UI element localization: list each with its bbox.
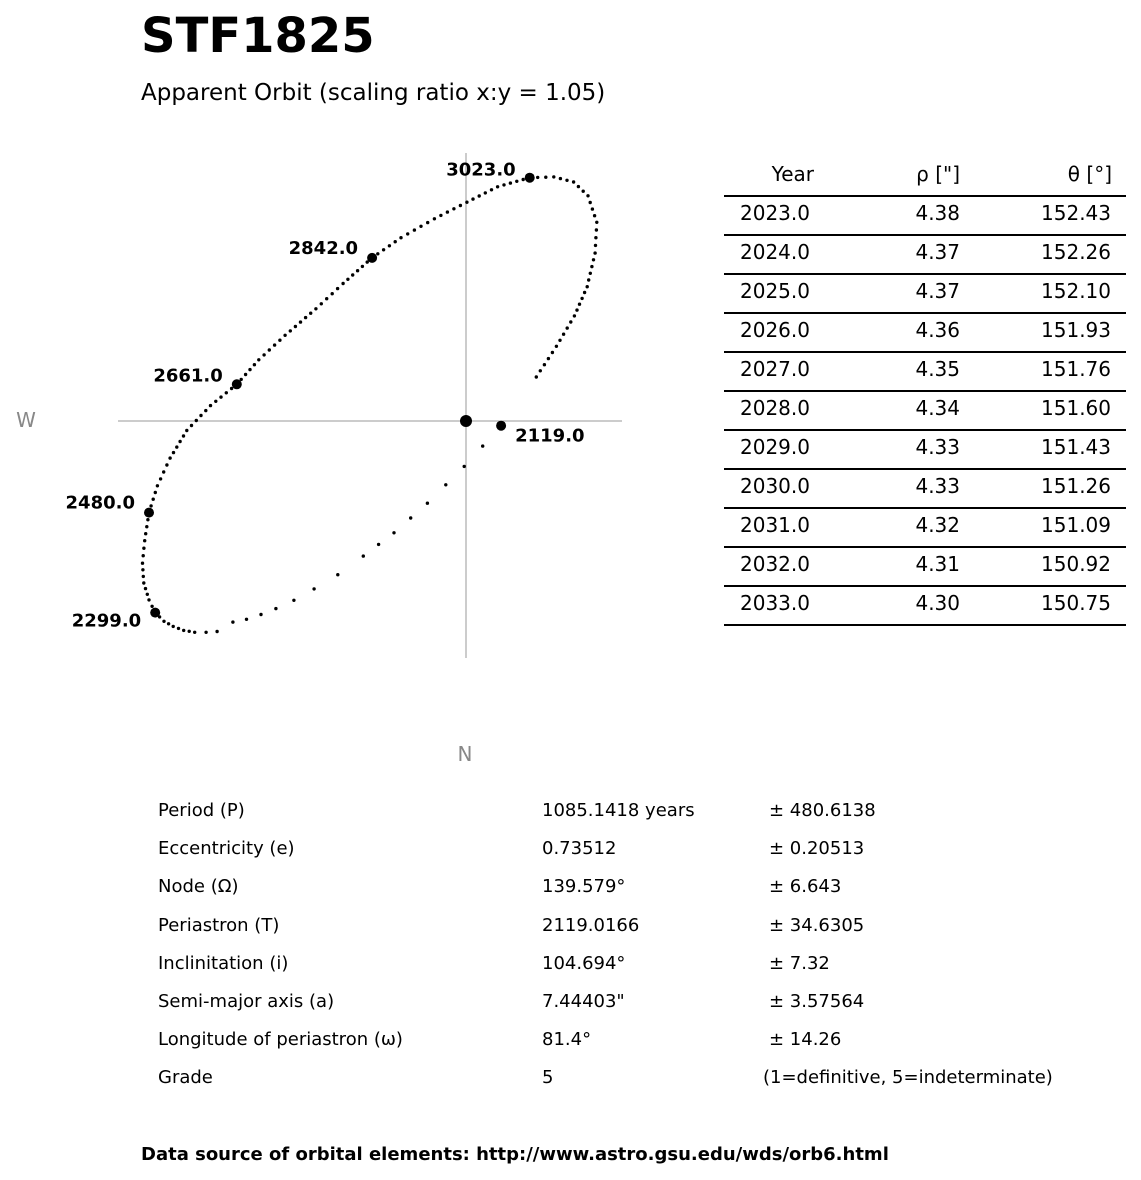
rho-cell: 4.33 [915, 474, 960, 498]
element-error: ± 0.20513 [769, 838, 865, 860]
orbit-point [573, 314, 576, 317]
orbit-point [376, 252, 379, 255]
orbit-point [273, 343, 276, 346]
orbit-point [143, 539, 146, 542]
epoch-markers [66, 160, 585, 632]
orbit-point [274, 607, 277, 610]
element-value: 5 [542, 1067, 554, 1089]
element-error: ± 14.26 [769, 1029, 842, 1051]
epoch-label: 2299.0 [71, 610, 142, 632]
orbit-point [593, 251, 596, 254]
orbit-point [312, 587, 315, 590]
orbit-point [336, 287, 339, 290]
orbit-point [336, 573, 339, 576]
element-name: Periastron (T) [158, 914, 280, 936]
orbital-elements [158, 800, 1138, 1106]
orbit-point [144, 587, 147, 590]
orbit-point [172, 625, 175, 628]
chart-subtitle: Apparent Orbit (scaling ratio x:y = 1.05) [141, 80, 606, 106]
orbit-point [219, 395, 222, 398]
orbit-point [484, 191, 487, 194]
element-name: Grade [158, 1067, 213, 1089]
primary-star [460, 415, 472, 427]
orbit-point [168, 456, 171, 459]
orbit-point [592, 258, 595, 261]
year-header: Year [771, 162, 814, 186]
orbit-point [245, 618, 248, 621]
year-cell: 2031.0 [740, 513, 810, 537]
orbit-point [149, 504, 152, 507]
epoch-marker [144, 508, 154, 518]
orbit-point [577, 185, 580, 188]
orbit-point [589, 272, 592, 275]
element-error: ± 480.6138 [769, 800, 876, 821]
orbit-point [167, 622, 170, 625]
table-row [724, 314, 1126, 353]
table-row [724, 275, 1126, 314]
orbit-point [413, 228, 416, 231]
orbit-point [150, 605, 153, 608]
rho-header: ρ ["] [916, 162, 960, 186]
element-name: Period (P) [158, 800, 245, 821]
orbit-chart [0, 140, 700, 780]
orbit-point [225, 391, 228, 394]
orbit-point [142, 575, 145, 578]
orbit-point [199, 414, 202, 417]
orbit-point [562, 333, 565, 336]
year-cell: 2027.0 [740, 357, 810, 381]
orbit-point [463, 465, 466, 468]
orbit-point [583, 291, 586, 294]
year-cell: 2024.0 [740, 240, 810, 264]
orbit-point [471, 197, 474, 200]
orbit-point [409, 516, 412, 519]
table-row [724, 197, 1126, 236]
orbit-point [278, 339, 281, 342]
table-row [724, 509, 1126, 548]
theta-header: θ [°] [1067, 162, 1112, 186]
orbit-point [146, 518, 149, 521]
orbit-point [481, 444, 484, 447]
orbit-point [304, 316, 307, 319]
theta-cell: 152.26 [1041, 240, 1111, 264]
orbit-point [539, 369, 542, 372]
orbit-point [156, 484, 159, 487]
element-value: 139.579° [542, 876, 626, 898]
orbit-point [547, 357, 550, 360]
data-source-note: Data source of orbital elements: http://www.astro.gsu.edu/wds/orb6.html [141, 1144, 889, 1165]
rho-cell: 4.35 [915, 357, 960, 381]
orbit-point [452, 207, 455, 210]
epoch-label: 2119.0 [515, 425, 585, 447]
orbit-point [190, 424, 193, 427]
orbit-point [551, 351, 554, 354]
orbit-point [544, 176, 547, 179]
orbit-point [154, 491, 157, 494]
element-row [158, 1029, 1138, 1067]
orbit-point [289, 329, 292, 332]
orbit-point [142, 581, 145, 584]
rho-cell: 4.33 [915, 435, 960, 459]
orbit-point [444, 483, 447, 486]
element-value: 1085.1418 years [542, 800, 695, 821]
orbit-point [172, 451, 175, 454]
orbit-point [582, 190, 585, 193]
orbit-point [446, 210, 449, 213]
orbit-point [595, 228, 598, 231]
element-value: 7.44403" [542, 990, 625, 1012]
table-row [724, 392, 1126, 431]
theta-cell: 151.60 [1041, 396, 1111, 420]
epoch-label: 2480.0 [65, 492, 135, 514]
table-row [724, 236, 1126, 275]
orbit-point [141, 568, 144, 571]
orbit-point [159, 477, 162, 480]
theta-cell: 152.43 [1041, 201, 1111, 225]
theta-cell: 151.76 [1041, 357, 1111, 381]
element-row [158, 915, 1138, 953]
orbit-point [439, 214, 442, 217]
orbit-point [361, 265, 364, 268]
element-error: ± 7.32 [769, 952, 830, 974]
orbit-point [543, 363, 546, 366]
orbit-point [144, 532, 147, 535]
orbit-point [175, 445, 178, 448]
orbit-point [580, 297, 583, 300]
element-row [158, 953, 1138, 991]
orbit-point [152, 498, 155, 501]
element-value: 81.4° [542, 1029, 592, 1051]
orbit-point [587, 278, 590, 281]
epoch-label: 2661.0 [153, 365, 223, 387]
year-cell: 2026.0 [740, 318, 810, 342]
orbit-point [214, 400, 217, 403]
orbit-point [182, 434, 185, 437]
element-value: 104.694° [542, 952, 626, 974]
orbit-point [351, 273, 354, 276]
year-cell: 2029.0 [740, 435, 810, 459]
epoch-marker [150, 608, 160, 618]
element-value: 2119.0166 [542, 914, 640, 936]
theta-cell: 151.43 [1041, 435, 1111, 459]
orbit-point [299, 320, 302, 323]
orbit-point [394, 240, 397, 243]
orbit-point [426, 221, 429, 224]
orbit-point [565, 179, 568, 182]
theta-cell: 151.93 [1041, 318, 1111, 342]
table-row [724, 548, 1126, 587]
orbit-point [193, 631, 196, 634]
rho-cell: 4.37 [915, 240, 960, 264]
year-cell: 2023.0 [740, 201, 810, 225]
year-cell: 2028.0 [740, 396, 810, 420]
orbit-point [309, 312, 312, 315]
table-row [724, 587, 1126, 626]
orbit-point [593, 214, 596, 217]
orbit-point [586, 194, 589, 197]
orbit-point [566, 326, 569, 329]
theta-cell: 150.75 [1041, 591, 1111, 615]
orbit-point [185, 429, 188, 432]
orbit-point [294, 325, 297, 328]
rho-cell: 4.32 [915, 513, 960, 537]
orbit-point [490, 188, 493, 191]
orbit-point [406, 232, 409, 235]
orbit-point [259, 613, 262, 616]
page-title: STF1825 [141, 8, 375, 64]
orbit-point [325, 297, 328, 300]
orbit-point [594, 236, 597, 239]
orbit-point [248, 368, 251, 371]
theta-cell: 152.10 [1041, 279, 1111, 303]
orbit-point [165, 463, 168, 466]
orbit-point [346, 278, 349, 281]
rho-cell: 4.37 [915, 279, 960, 303]
orbit-point [314, 307, 317, 310]
north-axis-label: N [457, 742, 473, 766]
element-row [158, 838, 1138, 876]
orbit-point [399, 236, 402, 239]
orbit-point [142, 547, 145, 550]
table-row [724, 431, 1126, 470]
orbit-point [162, 470, 165, 473]
orbit-point [145, 525, 148, 528]
orbit-point [142, 554, 145, 557]
element-error: ± 3.57564 [769, 990, 865, 1012]
orbit-point [552, 175, 555, 178]
orbit-point [392, 531, 395, 534]
orbit-point [320, 302, 323, 305]
orbit-point [575, 308, 578, 311]
orbit-point [572, 180, 575, 183]
orbit-point [555, 345, 558, 348]
orbit-point [509, 181, 512, 184]
element-name: Inclinitation (i) [158, 952, 289, 974]
orbit-point [478, 194, 481, 197]
orbit-point [362, 554, 365, 557]
orbit-point [426, 502, 429, 505]
orbit-point [496, 185, 499, 188]
epoch-label: 3023.0 [446, 159, 516, 181]
element-name: Semi-major axis (a) [158, 990, 335, 1012]
orbit-point [331, 292, 334, 295]
orbit-point [535, 375, 538, 378]
element-row [158, 876, 1138, 914]
element-name: Eccentricity (e) [158, 838, 295, 860]
orbit-point [433, 217, 436, 220]
orbit-point [283, 334, 286, 337]
ephemeris-header [724, 158, 1126, 197]
orbit-point [558, 339, 561, 342]
epoch-marker [496, 421, 506, 431]
orbit-point [578, 303, 581, 306]
theta-cell: 151.09 [1041, 513, 1111, 537]
orbit-point [586, 285, 589, 288]
orbit-point [162, 620, 165, 623]
orbit-point [522, 178, 525, 181]
orbit-point [502, 183, 505, 186]
orbit-point [204, 631, 207, 634]
element-name: Node (Ω) [158, 876, 239, 898]
orbit-point [146, 593, 149, 596]
year-cell: 2030.0 [740, 474, 810, 498]
orbit-point [147, 598, 150, 601]
orbit-point [594, 244, 597, 247]
element-row [158, 1067, 1138, 1105]
element-row [158, 800, 1138, 838]
orbit-point [589, 201, 592, 204]
orbit-point [177, 627, 180, 630]
orbit-point [292, 599, 295, 602]
orbit-point [188, 630, 191, 633]
table-row [724, 353, 1126, 392]
ephemeris-table [724, 158, 1126, 626]
orbit-point [595, 221, 598, 224]
orbit-point [244, 373, 247, 376]
orbit-point [465, 201, 468, 204]
orbit-point [559, 177, 562, 180]
orbit-point [204, 409, 207, 412]
table-row [724, 470, 1126, 509]
rho-cell: 4.30 [915, 591, 960, 615]
orbit-point [382, 248, 385, 251]
element-error: (1=definitive, 5=indeterminate) [763, 1067, 1053, 1089]
orbit-point [419, 225, 422, 228]
epoch-marker [525, 173, 535, 183]
orbit-point [459, 204, 462, 207]
orbit-point [591, 207, 594, 210]
orbit-point [141, 562, 144, 565]
epoch-label: 2842.0 [288, 237, 359, 259]
orbit-point [195, 419, 198, 422]
element-error: ± 6.643 [769, 876, 842, 898]
rho-cell: 4.31 [915, 552, 960, 576]
epoch-marker [367, 253, 377, 263]
orbit-point [257, 358, 260, 361]
year-cell: 2033.0 [740, 591, 810, 615]
theta-cell: 150.92 [1041, 552, 1111, 576]
orbit-point [215, 630, 218, 633]
orbit-point [590, 265, 593, 268]
orbit-point [178, 440, 181, 443]
orbit-point [262, 353, 265, 356]
element-row [158, 991, 1138, 1029]
epoch-marker [232, 379, 242, 389]
element-error: ± 34.6305 [769, 914, 865, 936]
orbit-point [536, 176, 539, 179]
orbit-point [569, 320, 572, 323]
orbit-point [388, 244, 391, 247]
orbit-point [268, 348, 271, 351]
orbit-point [356, 269, 359, 272]
orbit-point [182, 629, 185, 632]
orbit-point [253, 363, 256, 366]
rho-cell: 4.38 [915, 201, 960, 225]
orbit-point [341, 282, 344, 285]
west-axis-label: W [16, 408, 36, 432]
year-cell: 2032.0 [740, 552, 810, 576]
rho-cell: 4.36 [915, 318, 960, 342]
orbit-points [141, 175, 599, 634]
rho-cell: 4.34 [915, 396, 960, 420]
orbit-point [377, 543, 380, 546]
year-cell: 2025.0 [740, 279, 810, 303]
element-value: 0.73512 [542, 838, 617, 860]
element-name: Longitude of periastron (ω) [158, 1029, 403, 1051]
orbit-point [209, 404, 212, 407]
orbit-point [231, 620, 234, 623]
orbit-point [230, 387, 233, 390]
theta-cell: 151.26 [1041, 474, 1111, 498]
